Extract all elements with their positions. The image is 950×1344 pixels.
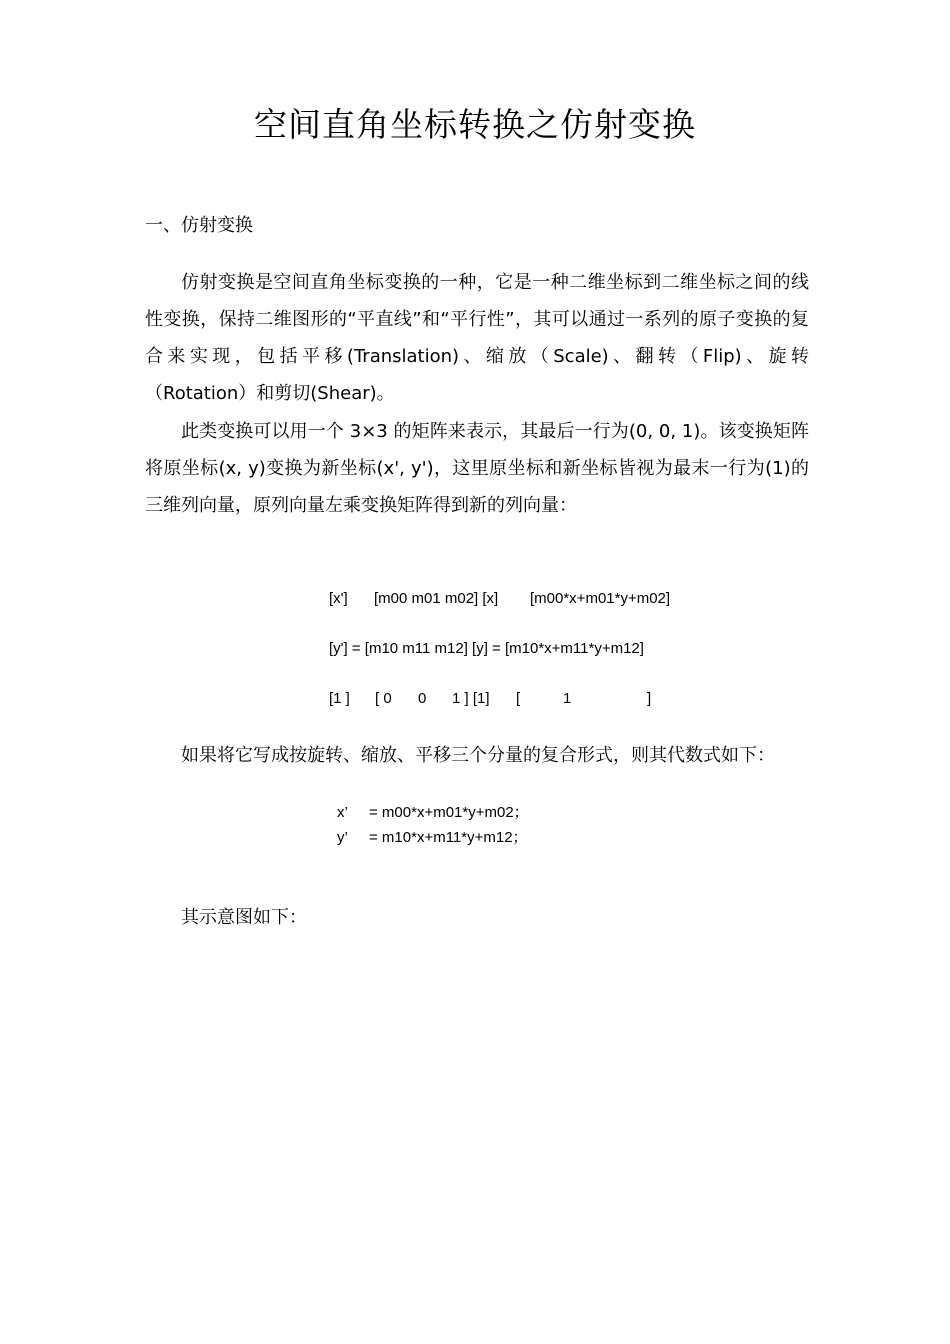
formula-y bbox=[337, 827, 528, 849]
matrix-row-3 bbox=[0, 690, 950, 712]
formula-lhs: y’ bbox=[337, 829, 348, 846]
matrix-cell: 1 bbox=[563, 690, 572, 707]
paragraph-composite-form: 如果将它写成按旋转、缩放、平移三个分量的复合形式，则其代数式如下： bbox=[181, 745, 775, 766]
section-heading: 一、仿射变换 bbox=[145, 215, 253, 236]
matrix-cell: [x'] bbox=[329, 590, 348, 607]
formula-lhs: x’ bbox=[337, 804, 348, 821]
formula-rhs: = m10*x+m11*y+m12； bbox=[369, 829, 528, 846]
matrix-cell: ] bbox=[647, 690, 652, 707]
matrix-cell: [1 ] bbox=[329, 690, 350, 707]
matrix-cell: 1 ] [1] bbox=[452, 690, 490, 707]
paragraph-matrix-description: 此类变换可以用一个 3×3 的矩阵来表示，其最后一行为(0, 0, 1)。该变换矩阵将原坐标(x, y)变换为新坐标(x', y')，这里原坐标和新坐标皆视为最末一行为(1)的三维列向量，原列向量左乘变换矩阵得到新的列向量： bbox=[145, 421, 809, 516]
matrix-cell: 0 bbox=[418, 690, 427, 707]
formula-x bbox=[337, 802, 529, 824]
matrix-cell: [ bbox=[516, 690, 521, 707]
matrix-row-1 bbox=[0, 590, 950, 612]
paragraph-diagram-intro: 其示意图如下： bbox=[181, 907, 307, 928]
formula-rhs: = m00*x+m01*y+m02； bbox=[369, 804, 529, 821]
matrix-cell: [m00*x+m01*y+m02] bbox=[530, 590, 671, 607]
paragraph-intro: 仿射变换是空间直角坐标变换的一种，它是一种二维坐标到二维坐标之间的线性变换，保持二维图形的“平直线”和“平行性”，其可以通过一系列的原子变换的复合来实现，包括平移(Translation)、缩放（Scale)、翻转（Flip)、旋转（Rotation）和剪切(Shear)。 bbox=[145, 272, 809, 404]
matrix-cell: [m00 m01 m02] [x] bbox=[374, 590, 499, 607]
page-title: 空间直角坐标转换之仿射变换 bbox=[254, 105, 696, 144]
matrix-row-2 bbox=[0, 640, 950, 662]
matrix-cell: [ 0 bbox=[375, 690, 392, 707]
matrix-cell: [y'] = [m10 m11 m12] [y] = [m10*x+m11*y+m12] bbox=[329, 640, 644, 657]
